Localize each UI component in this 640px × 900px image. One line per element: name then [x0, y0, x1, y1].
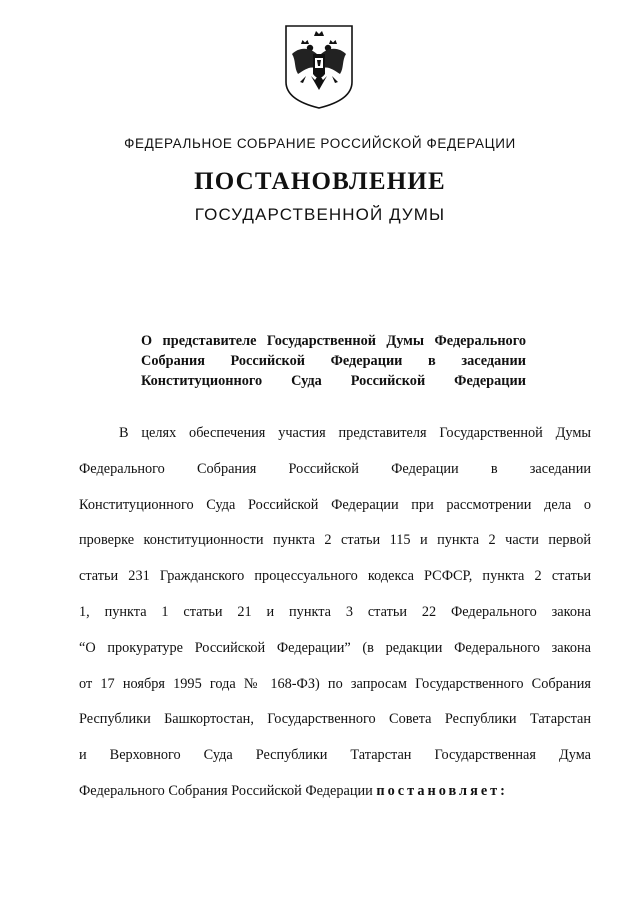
- body-line: и Верховного Суда Республики Татарстан Государственная Дума: [79, 747, 591, 764]
- resolves-keyword: постановляет:: [376, 782, 508, 799]
- subject-line: О представителе Государственной Думы Федерального: [141, 333, 526, 349]
- body-line: статьи 231 Гражданского процессуального кодекса РСФСР, пункта 2 статьи: [79, 568, 591, 585]
- resolution-body: [79, 416, 591, 810]
- body-line: проверке конституционности пункта 2 статьи 115 и пункта 2 части первой: [79, 532, 591, 549]
- body-line: “О прокуратуре Российской Федерации” (в редакции Федерального закона: [79, 639, 591, 656]
- body-line: 1, пункта 1 статьи 21 и пункта 3 статьи 22 Федерального закона: [79, 603, 591, 620]
- body-line: В целях обеспечения участия представителя Государственной Думы: [119, 425, 591, 441]
- subject-line: Собрания Российской Федерации в заседании: [141, 353, 526, 369]
- document-subtitle: ГОСУДАРСТВЕННОЙ ДУМЫ: [194, 205, 446, 224]
- subject-line: Конституционного Суда Российской Федерации: [141, 373, 526, 389]
- body-line: Конституционного Суда Российской Федерации при рассмотрении дела о: [79, 496, 591, 513]
- body-line-final: [79, 774, 591, 810]
- body-line: Республики Башкортостан, Государственного Совета Республики Татарстан: [79, 711, 591, 728]
- body-line: Федерального Собрания Российской Федерации в заседании: [79, 460, 591, 477]
- coat-of-arms-emblem: [284, 24, 354, 110]
- document-title: ПОСТАНОВЛЕНИЕ: [194, 168, 446, 195]
- parliament-header: ФЕДЕРАЛЬНОЕ СОБРАНИЕ РОССИЙСКОЙ ФЕДЕРАЦИИ: [124, 136, 516, 151]
- body-line-text: Федерального Собрания Российской Федерации: [79, 782, 373, 799]
- resolution-subject: [141, 331, 526, 391]
- body-line: от 17 ноября 1995 года № 168-ФЗ) по запросам Государственного Собрания: [79, 675, 591, 692]
